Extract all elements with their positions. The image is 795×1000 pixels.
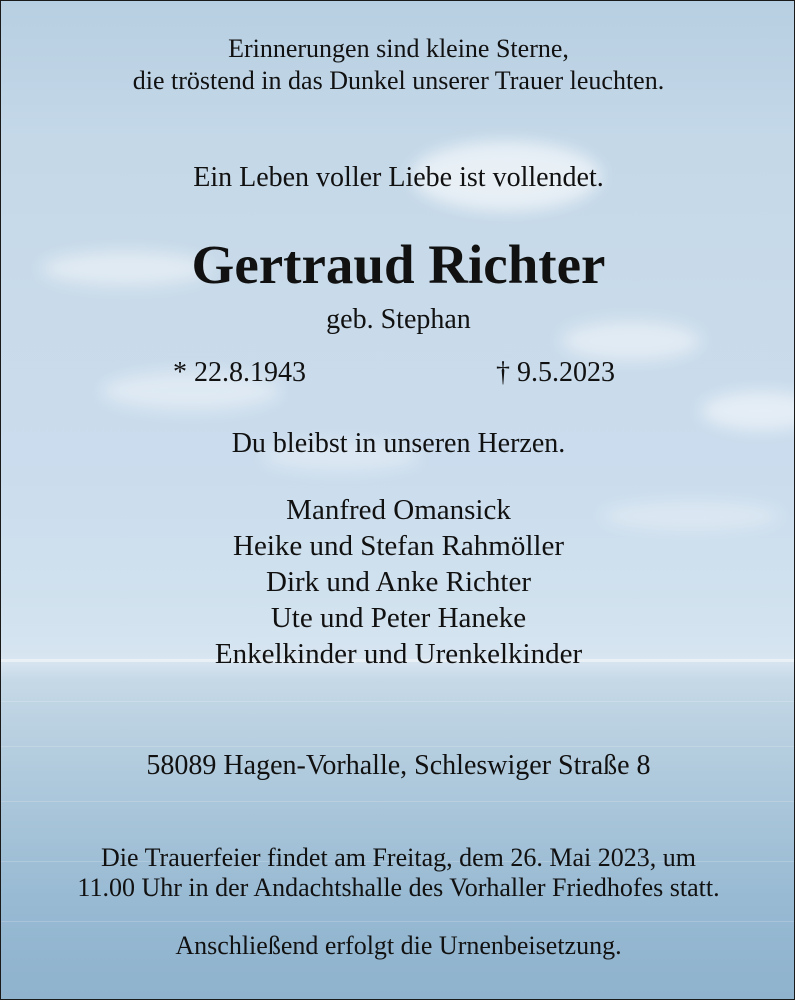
- service-line-2: 11.00 Uhr in der Andachtshalle des Vorhaller Friedhofes statt.: [77, 873, 720, 902]
- mourner-name: Manfred Omansick: [286, 494, 511, 526]
- mourner-name: Heike und Stefan Rahmöller: [233, 530, 564, 562]
- deceased-name: Gertraud Richter: [191, 234, 606, 295]
- mourner-name: Ute und Peter Haneke: [270, 602, 527, 634]
- address: 58089 Hagen-Vorhalle, Schleswiger Straße 8: [146, 750, 651, 781]
- intro-text: Ein Leben voller Liebe ist vollendet.: [193, 162, 604, 193]
- sea-wave: [1, 701, 794, 702]
- closing-line: Du bleibst in unseren Herzen.: [231, 428, 566, 459]
- quote-line-2: die tröstend in das Dunkel unserer Trauer leuchten.: [132, 66, 665, 95]
- sea-wave: [1, 801, 794, 802]
- sea-wave: [1, 746, 794, 747]
- background-cloud: [701, 391, 795, 431]
- birth-date: * 22.8.1943: [173, 357, 306, 388]
- mourner-name: Dirk und Anke Richter: [266, 566, 531, 598]
- death-date: † 9.5.2023: [496, 357, 615, 388]
- sea-wave: [1, 921, 794, 922]
- service-line-1: Die Trauerfeier findet am Freitag, dem 26. Mai 2023, um: [101, 843, 696, 872]
- quote-line-1: Erinnerungen sind kleine Sterne,: [228, 34, 569, 63]
- maiden-name: geb. Stephan: [326, 304, 471, 335]
- mourner-name: Enkelkinder und Urenkelkinder: [214, 638, 583, 670]
- service-line-3: Anschließend erfolgt die Urnenbeisetzung.: [175, 931, 622, 960]
